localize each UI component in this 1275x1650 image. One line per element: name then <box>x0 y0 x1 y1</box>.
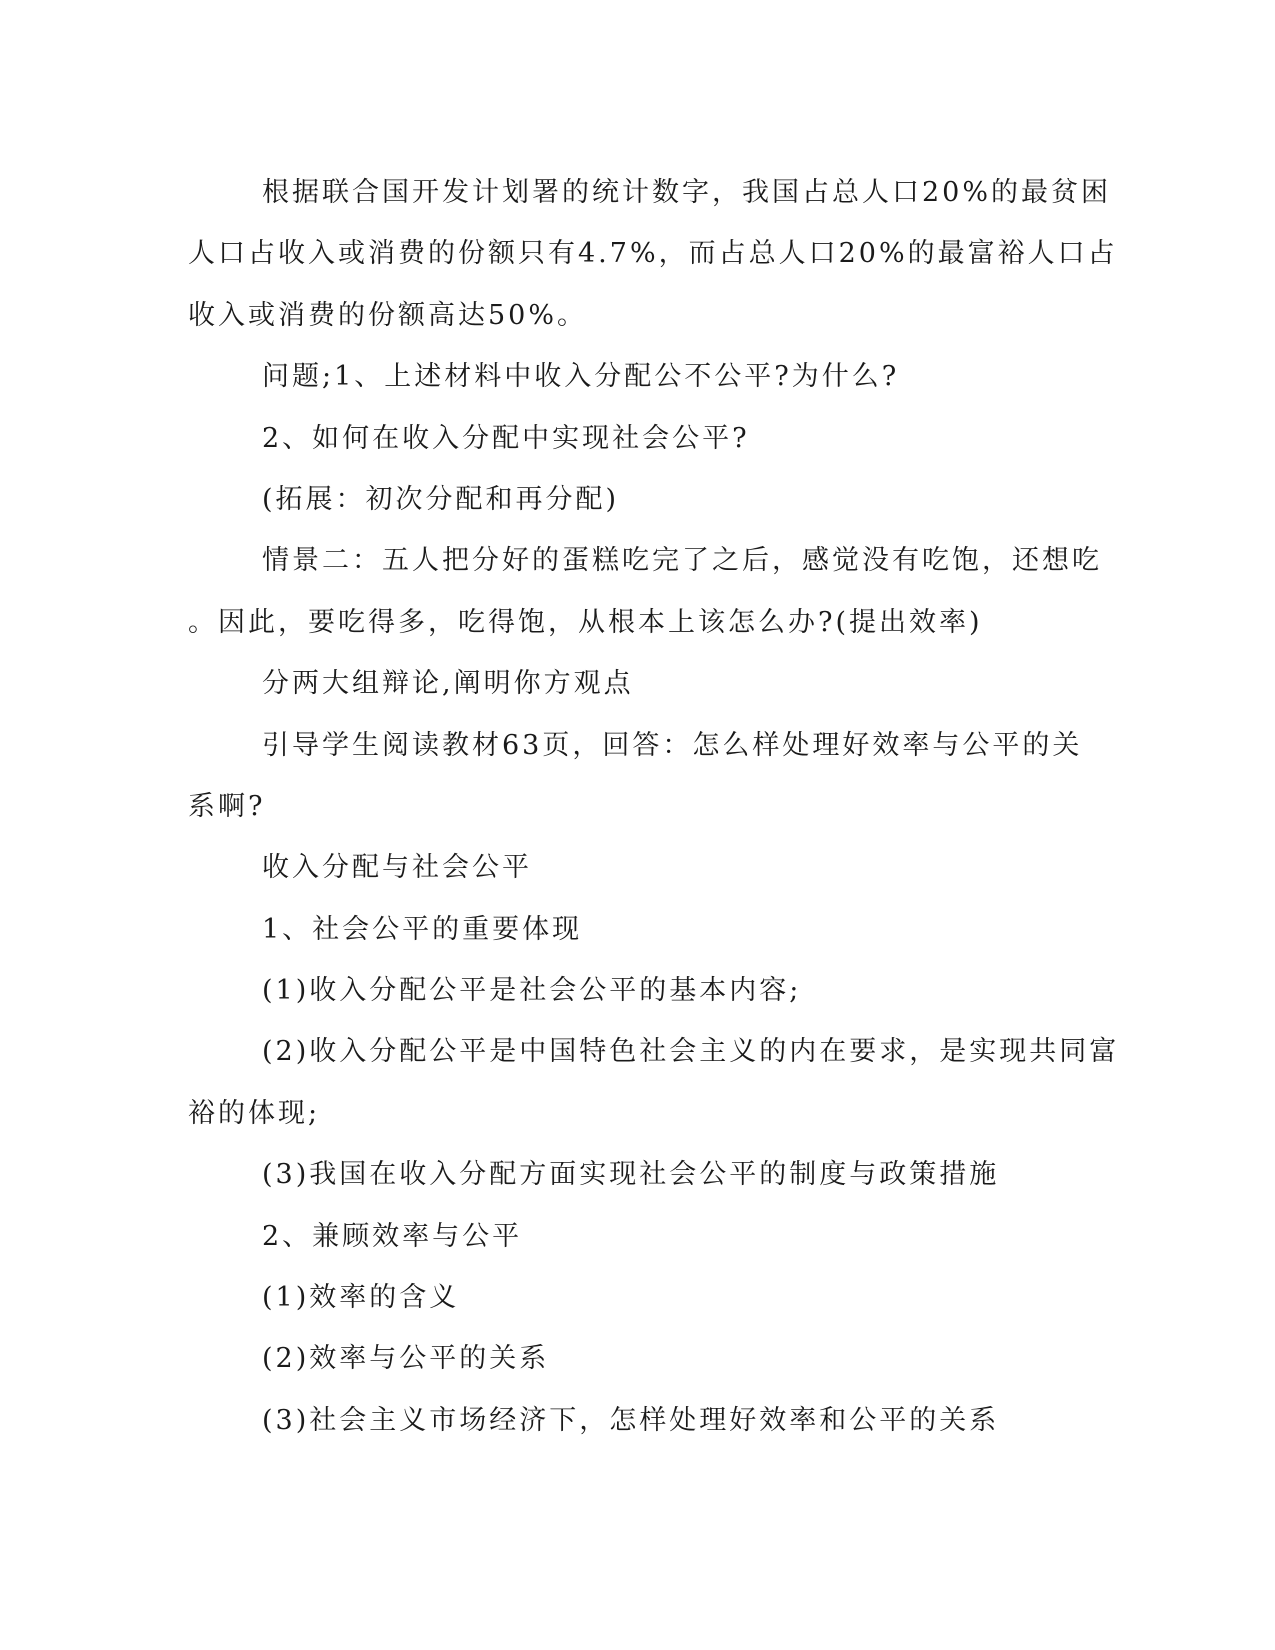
paragraph-line: 人口占收入或消费的份额只有4.7%，而占总人口20%的最富裕人口占 <box>188 238 1118 270</box>
list-item: (3)社会主义市场经济下，怎样处理好效率和公平的关系 <box>262 1404 1000 1436</box>
list-item: (3)我国在收入分配方面实现社会公平的制度与政策措施 <box>262 1159 1000 1191</box>
list-item: (1)效率的含义 <box>262 1282 460 1314</box>
debate-line: 分两大组辩论,阐明你方观点 <box>262 668 634 700</box>
list-item: (1)收入分配公平是社会公平的基本内容; <box>262 975 802 1007</box>
list-item: (2)效率与公平的关系 <box>262 1343 550 1375</box>
question-line: 问题;1、上述材料中收入分配公不公平?为什么? <box>262 361 900 393</box>
section-heading: 收入分配与社会公平 <box>262 852 532 884</box>
subsection-heading: 2、兼顾效率与公平 <box>262 1220 523 1252</box>
list-item-continuation: 裕的体现; <box>188 1097 321 1129</box>
document-body <box>188 162 1120 1451</box>
paragraph-line: 根据联合国开发计划署的统计数字，我国占总人口20%的最贫困 <box>262 177 1112 208</box>
extension-note: (拓展：初次分配和再分配) <box>262 483 620 515</box>
paragraph-line: 收入或消费的份额高达50%。 <box>188 299 588 331</box>
reading-instruction-line: 引导学生阅读教材63页，回答：怎么样处理好效率与公平的关 <box>262 729 1083 761</box>
question-line: 2、如何在收入分配中实现社会公平? <box>262 422 750 454</box>
subsection-heading: 1、社会公平的重要体现 <box>262 913 583 945</box>
scenario-line: 情景二：五人把分好的蛋糕吃完了之后，感觉没有吃饱，还想吃 <box>262 545 1102 577</box>
reading-instruction-line: 系啊? <box>188 790 266 822</box>
scenario-line: 。因此，要吃得多，吃得饱，从根本上该怎么办?(提出效率) <box>188 606 983 638</box>
list-item: (2)收入分配公平是中国特色社会主义的内在要求，是实现共同富 <box>262 1036 1120 1068</box>
